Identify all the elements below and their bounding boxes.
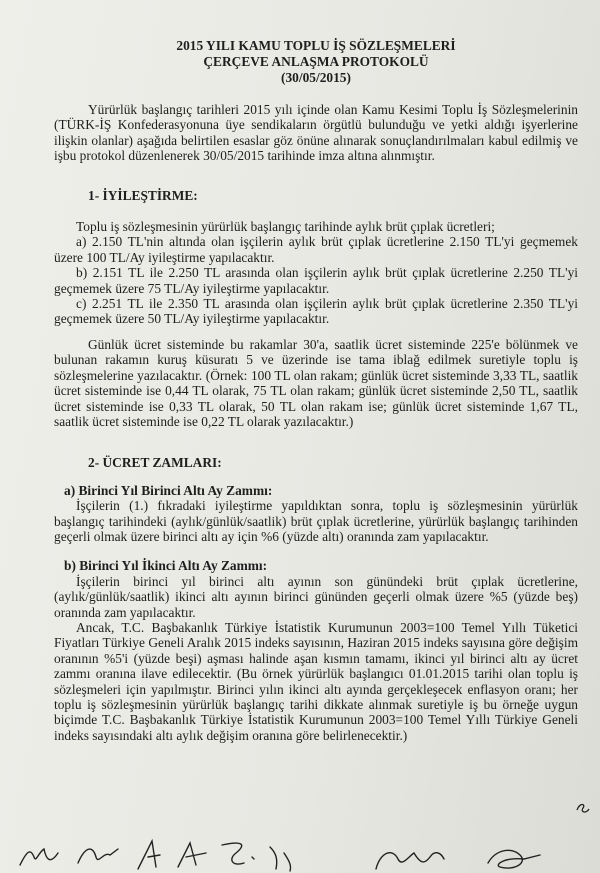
signature-4 [178,843,206,867]
section-2b-heading: b) Birinci Yıl İkinci Altı Ay Zammı: [64,558,268,574]
section-1-heading: 1- İYİLEŞTİRME: [88,187,198,203]
signature-2 [78,849,118,863]
signature-3 [138,841,160,869]
signature-8 [488,850,540,868]
section-2-heading: 2- ÜCRET ZAMLARI: [88,455,222,471]
title-line-1: 2015 YILI KAMU TOPLU İŞ SÖZLEŞMELERİ [176,38,456,53]
signatures-strip [0,813,600,873]
section-1-item-b: b) 2.151 TL ile 2.250 TL arasında olan işçilerin aylık brüt çıplak ücretlerine 2.250 TL'yi geçmemek üzere 75 TL/Ay iyileştirme yapılacaktır. [54,265,578,296]
title-line-2: ÇERÇEVE ANLAŞMA PROTOKOLÜ [203,54,429,69]
signature-1 [20,849,58,865]
section-2a-heading: a) Birinci Yıl Birinci Altı Ay Zammı: [64,482,273,498]
section-2b-text: İşçilerin birinci yıl birinci altı ayının son günündeki brüt çıplak ücretlerine, (aylık/günlük/saatlik) ikinci altı ayının birinci gününden geçerli olmak üzere %5 (yüzde beş) oranında zam yapılacaktır. [54,573,578,620]
section-2a-text: İşçilerin (1.) fıkradaki iyileştirme yapıldıktan sonra, toplu iş sözleşmesinin yürürlük başlangıç tarihindeki (aylık/günlük/saatlik) brüt çıplak ücretlerine, yürürlük başlangıç tarihinden geçerli olmak üzere birinci altı ay için %6 (yüzde altı) oranında zam yapılacaktır. [54,498,578,544]
title-line-3: (30/05/2015) [281,70,351,85]
intro-paragraph: Yürürlük başlangıç tarihleri 2015 yılı içinde olan Kamu Kesimi Toplu İş Sözleşmelerinin (TÜRK-İŞ Konfederasyonuna üye sendikaların örgütlü bulunduğu ve yetki aldığı işyerlerine ilişkin olanlar) aşağıda belirtilen esaslar göz önüne alınarak sonuçlandırılmaları kabul edilmiş ve işbu protokol düzenlenerek 30/05/2015 tarihinde imza altına alınmıştır. [54,102,578,164]
signature-6 [270,847,291,871]
signature-7 [376,853,444,869]
section-2b-text-2: Ancak, T.C. Başbakanlık Türkiye İstatistik Kurumunun 2003=100 Temel Yıllı Tüketici Fiyatları Türkiye Geneli Aralık 2015 indeks sayısının, Haziran 2015 indeks sayısına göre değişim oranının %5'i (yüzde beşi) aşması halinde aşan kısmın tamamı, ikinci yıl birinci altı ay ücret zammı oranına ilave edilecektir. (Bu örnek yürürlük başlangıcı 01.01.2015 tarihi olan toplu iş sözleşmeleri için yapılmıştır. Birinci yılın ikinci altı ayında gerçekleşecek enflasyon oranı; her toplu iş sözleşmesinin yürürlük başlangıç tarihi dikkate alınmak suretiyle iş bu örneğe uygun biçimde T.C. Başbakanlık Türkiye İstatistik Kurumunun 2003=100 Temel Yıllı Türkiye Geneli indeks sayısındaki altı aylık değişim oranına göre belirlenecektir.) [54,619,578,743]
section-1-daily-paragraph: Günlük ücret sisteminde bu rakamlar 30'a, saatlik ücret sisteminde 225'e bölünmek ve bulunan rakamın kuruş küsuratı 5 ve üzerinde ise tama iblağ edilmek suretiyle toplu iş sözleşmelerine yazılacaktır. (Örnek: 100 TL olan rakam; günlük ücret sisteminde 3,33 TL, saatlik ücret sisteminde ise 0,44 TL olarak, 75 TL olan rakam; günlük ücret sisteminde 2,50 TL, saatlik ücret sisteminde ise 0,33 TL olarak, 50 TL olan rakam ise; günlük ücret sisteminde 1,67 TL, saatlik ücret sisteminde ise 0,22 TL olarak yazılacaktır.) [54,336,578,429]
section-1-item-a: a) 2.150 TL'nin altında olan işçilerin aylık brüt çıplak ücretlerine 2.150 TL'yi geçmemek üzere 100 TL/Ay iyileştirme yapılacaktır. [54,234,578,265]
section-1-item-c: c) 2.251 TL ile 2.350 TL arasında olan işçilerin aylık brüt çıplak ücretlerine 2.350 TL'yi geçmemek üzere 50 TL/Ay iyileştirme yapılacaktır. [54,296,578,327]
document-title [54,38,578,86]
signature-5 [222,843,254,864]
section-1-lead: Toplu iş sözleşmesinin yürürlük başlangıç tarihinde aylık brüt çıplak ücretleri; [76,219,495,235]
